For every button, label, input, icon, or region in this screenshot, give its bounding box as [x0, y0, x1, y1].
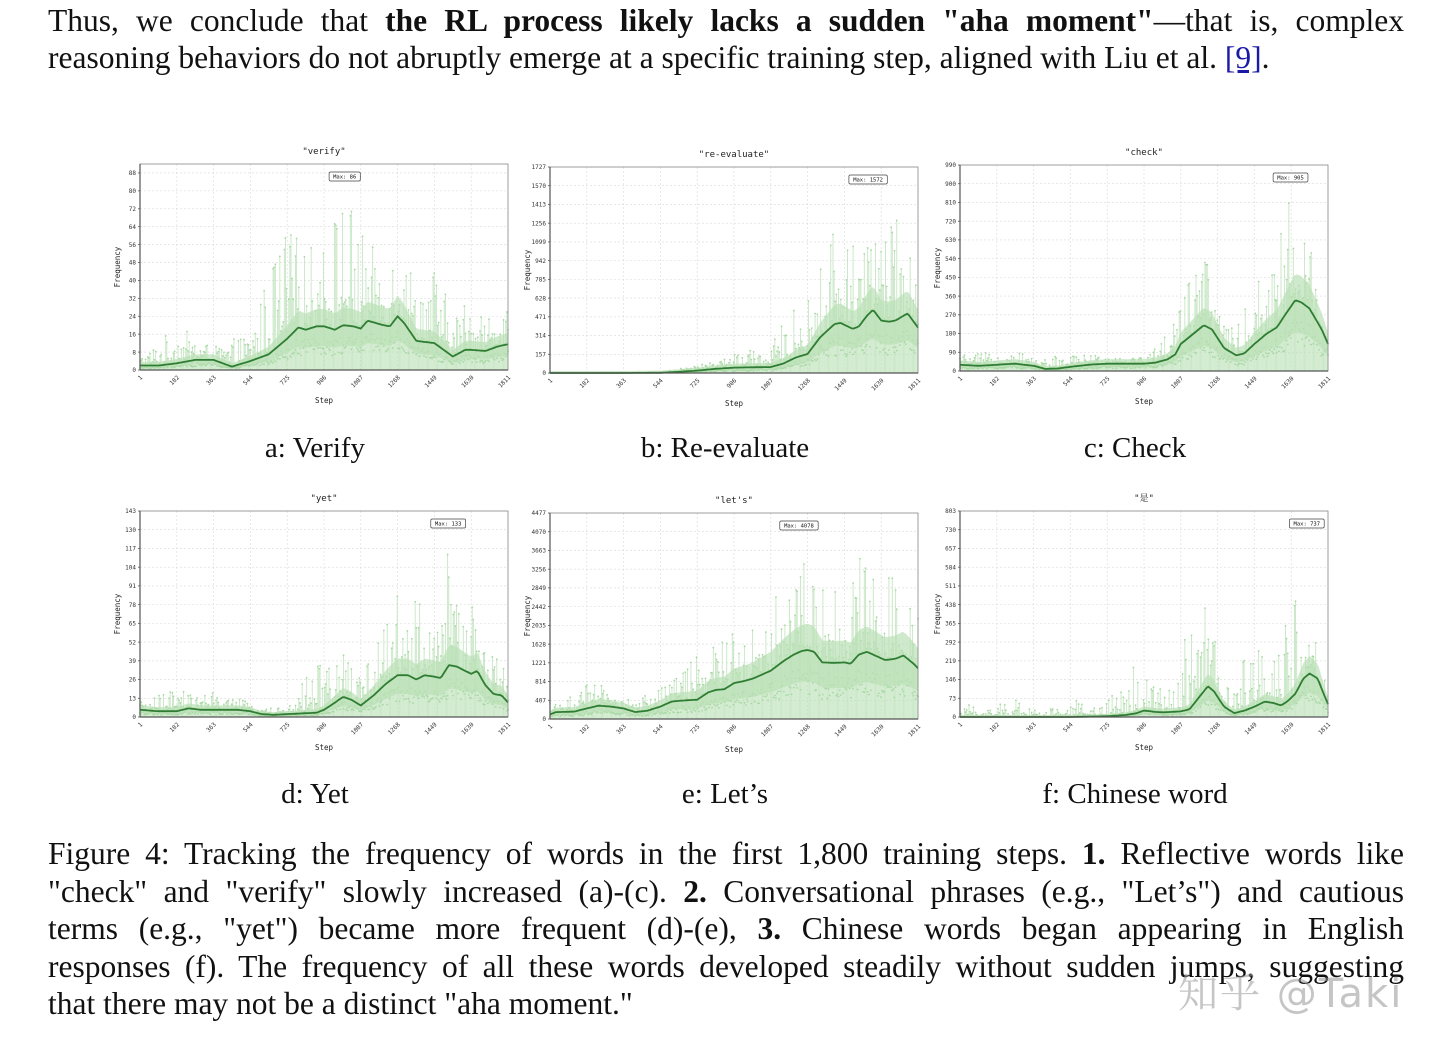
- svg-text:182: 182: [168, 374, 182, 387]
- svg-text:906: 906: [1135, 375, 1149, 388]
- max-annotation: [431, 519, 466, 528]
- svg-text:544: 544: [242, 721, 255, 734]
- svg-text:143: 143: [125, 508, 136, 516]
- svg-text:0: 0: [132, 714, 136, 722]
- y-tick-labels: [532, 164, 550, 377]
- svg-text:314: 314: [535, 332, 546, 340]
- chart-title: "check": [1125, 148, 1163, 158]
- caption-line-4: responses (f). The frequency of all these words developed steadily without sudden jumps, suggesting: [48, 948, 1404, 984]
- svg-text:544: 544: [1062, 375, 1075, 388]
- svg-text:1630: 1630: [460, 374, 476, 390]
- y-axis-label: Frequency: [523, 595, 532, 637]
- subfigure-label-c: c: Check: [1083, 432, 1187, 464]
- svg-text:725: 725: [1098, 375, 1112, 388]
- svg-text:8: 8: [132, 349, 136, 357]
- svg-text:725: 725: [278, 374, 292, 387]
- svg-text:1256: 1256: [531, 220, 546, 228]
- svg-text:130: 130: [125, 526, 136, 534]
- svg-text:544: 544: [242, 374, 255, 387]
- svg-text:360: 360: [945, 293, 956, 301]
- svg-text:39: 39: [128, 658, 136, 666]
- svg-text:Max: 86: Max: 86: [333, 174, 357, 181]
- svg-text:1087: 1087: [349, 721, 366, 737]
- svg-text:1087: 1087: [759, 377, 776, 393]
- svg-text:78: 78: [128, 601, 136, 609]
- svg-text:Max: 133: Max: 133: [434, 521, 462, 528]
- svg-text:104: 104: [125, 564, 136, 572]
- svg-text:1630: 1630: [460, 721, 476, 737]
- max-annotation: [1273, 173, 1308, 182]
- chart-lets: [520, 489, 930, 764]
- raw-frequency-bars: [139, 210, 509, 370]
- x-axis-label: Step: [314, 396, 334, 405]
- chart-title: "verify": [302, 147, 346, 157]
- svg-text:1630: 1630: [1280, 375, 1296, 391]
- svg-text:450: 450: [945, 274, 956, 282]
- svg-text:630: 630: [945, 237, 956, 245]
- max-annotation: [780, 521, 818, 530]
- emphasis-conclusion: the RL process likely lacks a sudden "aha moment": [385, 3, 1154, 38]
- svg-text:65: 65: [128, 620, 136, 628]
- svg-text:0: 0: [952, 368, 956, 376]
- svg-text:182: 182: [578, 377, 592, 390]
- intro-paragraph: [48, 0, 1404, 76]
- svg-text:990: 990: [945, 162, 956, 170]
- chart-title: "let's": [715, 496, 753, 506]
- x-axis-label: Step: [1134, 743, 1154, 752]
- svg-text:540: 540: [945, 255, 956, 263]
- svg-text:1449: 1449: [423, 374, 439, 390]
- svg-text:0: 0: [542, 370, 546, 378]
- chart-title: "re-evaluate": [698, 150, 770, 160]
- chart-verify: [110, 140, 520, 415]
- chart-title: "yet": [310, 494, 338, 504]
- svg-text:16: 16: [128, 331, 136, 339]
- subfigure-label-e: e: Let’s: [681, 778, 769, 810]
- svg-text:Max: 905: Max: 905: [1277, 175, 1304, 182]
- svg-text:182: 182: [988, 375, 1002, 388]
- svg-text:1811: 1811: [907, 377, 923, 393]
- watermark: 知乎 @Taki: [1178, 971, 1404, 1017]
- grid: [960, 511, 1328, 717]
- svg-text:1630: 1630: [870, 377, 886, 393]
- svg-text:157: 157: [535, 351, 546, 359]
- svg-text:1: 1: [546, 377, 555, 385]
- svg-text:270: 270: [945, 312, 956, 320]
- svg-text:48: 48: [128, 259, 136, 267]
- svg-text:720: 720: [945, 218, 956, 226]
- svg-text:544: 544: [652, 377, 665, 390]
- plot-frame: [960, 511, 1328, 717]
- svg-text:363: 363: [205, 374, 218, 387]
- svg-text:1449: 1449: [423, 721, 439, 737]
- y-axis-label: Frequency: [113, 246, 122, 288]
- svg-text:1268: 1268: [1206, 375, 1222, 391]
- svg-text:725: 725: [688, 377, 702, 390]
- svg-text:1087: 1087: [1169, 375, 1186, 391]
- y-axis-label: Frequency: [523, 249, 532, 291]
- svg-text:Max: 1572: Max: 1572: [853, 177, 884, 184]
- chart-re-evaluate: [520, 143, 930, 418]
- x-tick-labels: [957, 375, 1333, 390]
- svg-text:906: 906: [315, 374, 329, 387]
- svg-text:32: 32: [128, 295, 136, 303]
- svg-text:1: 1: [136, 721, 145, 729]
- x-tick-labels: [957, 721, 1333, 736]
- chart-yet: [110, 487, 520, 762]
- svg-text:810: 810: [945, 199, 956, 207]
- subfigure-label-f: f: Chinese word: [1042, 778, 1228, 810]
- svg-text:72: 72: [128, 205, 136, 213]
- y-tick-labels: [532, 510, 550, 723]
- svg-text:90: 90: [948, 349, 956, 357]
- svg-text:1087: 1087: [349, 374, 366, 390]
- svg-text:182: 182: [168, 721, 182, 734]
- svg-text:56: 56: [128, 241, 136, 249]
- chart-chinese-word: [930, 487, 1340, 762]
- svg-text:900: 900: [945, 180, 956, 188]
- chart-title: "是": [1134, 494, 1154, 504]
- svg-text:1268: 1268: [796, 377, 812, 393]
- svg-text:1811: 1811: [1317, 375, 1333, 391]
- caption-line-3: terms (e.g., "yet") became more frequent (d)-(e), 3. Chinese words began appearing in English: [48, 911, 1404, 946]
- svg-text:1449: 1449: [1243, 375, 1259, 391]
- svg-text:80: 80: [128, 188, 136, 196]
- max-annotation: [329, 172, 360, 181]
- y-tick-labels: [129, 170, 140, 374]
- y-axis-label: Frequency: [933, 593, 942, 635]
- paragraph-line-1: Thus, we conclude that the RL process likely lacks a sudden "aha moment"—that is, complex: [48, 3, 1405, 38]
- x-tick-labels: [137, 374, 513, 389]
- svg-text:1413: 1413: [531, 201, 546, 209]
- x-tick-labels: [137, 721, 513, 736]
- x-tick-labels: [547, 377, 923, 392]
- svg-text:1268: 1268: [386, 721, 402, 737]
- x-axis-label: Step: [314, 743, 334, 752]
- subfigure-label-b: b: Re-evaluate: [640, 432, 810, 464]
- svg-text:906: 906: [315, 721, 329, 734]
- citation-link[interactable]: [9]: [1224, 40, 1262, 75]
- y-tick-labels: [945, 508, 960, 721]
- svg-text:725: 725: [278, 721, 292, 734]
- subfigure-label-d: d: Yet: [281, 778, 349, 810]
- svg-text:13: 13: [128, 695, 136, 703]
- y-axis-label: Frequency: [933, 247, 942, 289]
- x-tick-labels: [547, 723, 923, 738]
- x-axis-label: Step: [724, 399, 744, 408]
- svg-text:64: 64: [128, 223, 136, 231]
- svg-text:88: 88: [128, 170, 136, 178]
- caption-line-2: "check" and "verify" slowly increased (a)-(c). 2. Conversational phrases (e.g., "Let’s") and cautious: [48, 873, 1404, 909]
- svg-text:1: 1: [956, 375, 965, 383]
- caption-line-1: Figure 4: Tracking the frequency of words in the first 1,800 training steps. 1. Reflective words like: [48, 836, 1404, 871]
- svg-text:906: 906: [725, 377, 739, 390]
- svg-text:180: 180: [945, 330, 956, 338]
- svg-text:1570: 1570: [531, 182, 546, 190]
- svg-text:628: 628: [535, 295, 546, 303]
- svg-text:91: 91: [128, 583, 136, 591]
- paragraph-line-2: reasoning behaviors do not abruptly emerge at a specific training step, aligned with Liu et al. [9].: [48, 40, 1270, 75]
- svg-text:1099: 1099: [531, 239, 546, 247]
- svg-text:26: 26: [128, 676, 136, 684]
- svg-text:1268: 1268: [386, 374, 402, 390]
- svg-text:1449: 1449: [833, 377, 849, 393]
- x-axis-label: Step: [724, 745, 744, 754]
- svg-text:24: 24: [128, 313, 136, 321]
- svg-text:1: 1: [136, 374, 145, 382]
- svg-text:363: 363: [205, 721, 218, 734]
- y-tick-labels: [945, 162, 960, 375]
- svg-text:785: 785: [535, 276, 546, 284]
- svg-text:0: 0: [132, 367, 136, 375]
- y-axis-label: Frequency: [113, 593, 122, 635]
- max-annotation: [849, 175, 887, 184]
- svg-text:471: 471: [535, 314, 546, 322]
- x-axis-label: Step: [1134, 397, 1154, 406]
- svg-text:1727: 1727: [531, 164, 546, 172]
- svg-text:942: 942: [535, 257, 546, 265]
- caption-line-5: that there may not be a distinct "aha moment.": [48, 986, 633, 1021]
- svg-text:52: 52: [128, 639, 136, 647]
- svg-text:40: 40: [128, 277, 136, 285]
- svg-text:1811: 1811: [497, 721, 513, 737]
- subfigure-label-a: a: Verify: [264, 432, 366, 464]
- svg-text:1811: 1811: [497, 374, 513, 390]
- svg-text:363: 363: [615, 377, 628, 390]
- svg-text:363: 363: [1025, 375, 1038, 388]
- svg-text:117: 117: [125, 545, 136, 553]
- chart-check: [930, 141, 1340, 416]
- y-tick-labels: [125, 508, 140, 721]
- max-annotation: [1289, 519, 1324, 528]
